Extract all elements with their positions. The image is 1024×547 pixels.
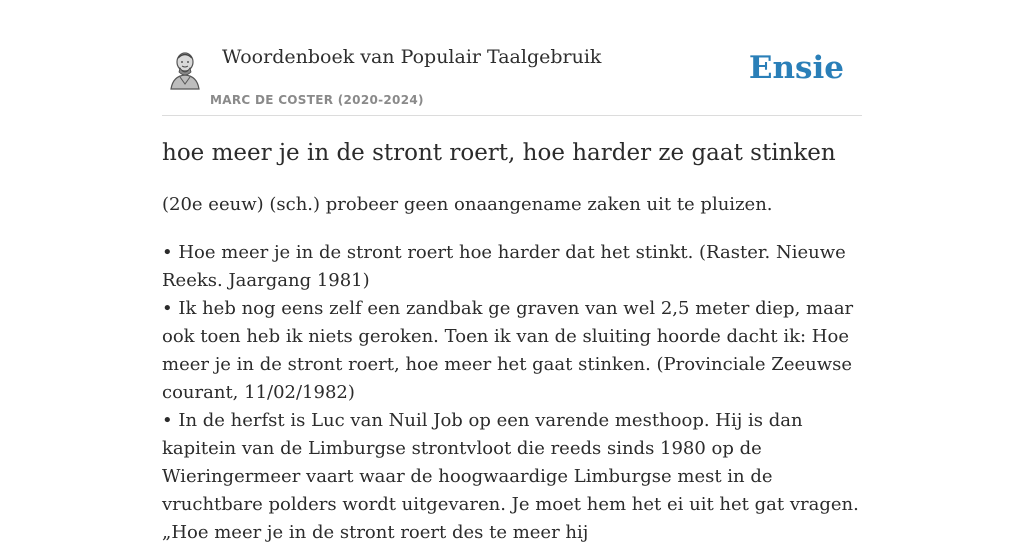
site-header xyxy=(162,36,862,116)
entry-title: hoe meer je in de stront roert, hoe harder ze gaat stinken xyxy=(162,140,836,166)
ensie-logo-link[interactable]: Ensie xyxy=(748,50,844,86)
quote-list xyxy=(162,239,862,547)
quote-item: • Hoe meer je in de stront roert hoe harder dat het stinkt. (Raster. Nieuwe Reeks. Jaargang 1981) xyxy=(162,242,846,291)
quote-item: • In de herfst is Luc van Nuil Job op een varende mesthoop. Hij is dan kapitein van de Limburgse strontvloot die reeds sinds 1980 op de Wieringermeer vaart waar de hoogwaardige Limburgse mest in de vruchtbare polders wordt uitgevaren. Je moet hem het ei uit het gat vragen. „Hoe meer je in de stront roert des te meer hij xyxy=(162,410,859,543)
quote-item: • Ik heb nog eens zelf een zandbak ge graven van wel 2,5 meter diep, maar ook toen heb ik niets geroken. Toen ik van de sluiting hoorde dacht ik: Hoe meer je in de stront roert, hoe meer het gaat stinken. (Provinciale Zeeuwse courant, 11/02/1982) xyxy=(162,298,854,403)
dictionary-title[interactable]: Woordenboek van Populair Taalgebruik xyxy=(222,46,602,68)
author-name[interactable]: MARC DE COSTER (2020-2024) xyxy=(210,93,424,107)
author-portrait-icon xyxy=(168,50,202,90)
entry-definition: (20e eeuw) (sch.) probeer geen onaangename zaken uit te pluizen. xyxy=(162,194,773,215)
